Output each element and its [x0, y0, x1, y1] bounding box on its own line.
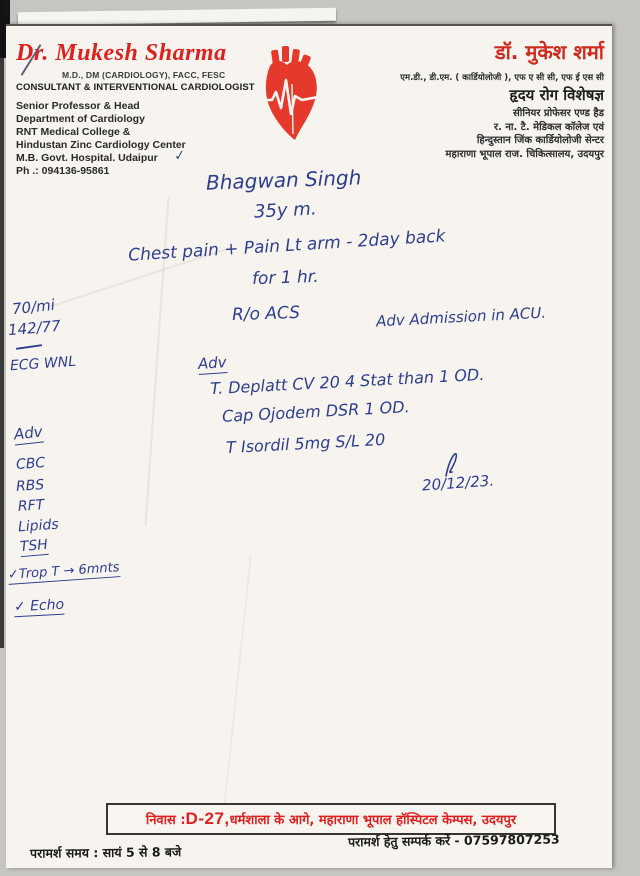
- admission-advice: Adv Admission in ACU.: [375, 303, 547, 331]
- test-tsh: TSH: [19, 536, 49, 556]
- test-troponin: ✓Trop T → 6mnts: [7, 560, 120, 583]
- doctor-name-hindi: डॉ. मुकेश शर्मा: [494, 40, 604, 64]
- phone-number: Ph .: 094136-95861: [16, 165, 110, 177]
- doctor-name-english: Dr. Mukesh Sharma: [16, 40, 227, 66]
- complaint-duration: for 1 hr.: [251, 266, 319, 290]
- center-line: Hindustan Zinc Cardiology Center: [16, 139, 186, 151]
- doctor-title: CONSULTANT & INTERVENTIONAL CARDIOLOGIST: [16, 82, 255, 93]
- underlying-page-edge: [18, 8, 336, 25]
- margin-advice-label: Adv: [13, 422, 44, 444]
- header-left: [16, 40, 276, 178]
- test-cbc: CBC: [15, 455, 46, 473]
- patient-name: Bhagwan Singh: [205, 165, 362, 195]
- center-line-hindi: हिन्दुस्तान जिंक कार्डियोलोजी सेन्टर: [476, 135, 604, 146]
- pen-stroke: [16, 344, 42, 350]
- prescription-paper: [6, 24, 612, 868]
- residence-house-number: D-27,: [185, 809, 230, 828]
- residence-label: निवास :: [145, 813, 186, 828]
- ecg-note: ECG WNL: [9, 353, 77, 375]
- pulse-note: 70/mi: [11, 295, 56, 319]
- specialty-hindi: हृदय रोग विशेषज्ञ: [509, 86, 604, 104]
- residence-address-box: [106, 803, 556, 835]
- scan-left-edge-shadow: [0, 0, 4, 648]
- prescription-date: 20/12/23.: [421, 471, 495, 495]
- doctor-qualifications-hindi: एम.डी., डी.एम. ( कार्डियोलोजी ), एफ ए सी सी, एफ ई एस सी: [400, 73, 604, 83]
- paper-crease: [222, 557, 251, 816]
- test-echo: ✓ Echo: [13, 596, 65, 616]
- college-line: RNT Medical College &: [16, 126, 131, 138]
- test-lipids: Lipids: [17, 516, 60, 536]
- designation-line: Senior Professor & Head: [16, 100, 140, 112]
- department-line: Department of Cardiology: [16, 113, 145, 125]
- test-rbs: RBS: [15, 477, 45, 495]
- college-line-hindi: र. ना. टै. मेडिकल कॉलेज एवं: [493, 121, 604, 133]
- consultation-timing: परामर्श समय : सायं 5 से 8 बजे: [29, 844, 182, 861]
- complaint-line: Chest pain + Pain Lt arm - 2day back: [127, 226, 447, 266]
- header-right: [294, 38, 604, 161]
- pen-check-mark: ✓: [172, 146, 187, 164]
- hospital-line: M.B. Govt. Hospital. Udaipur: [16, 152, 158, 164]
- advice-label: Adv: [197, 353, 228, 373]
- medicine-3: T Isordil 5mg S/L 20: [225, 429, 386, 458]
- doctor-qualifications: M.D., DM (CARDIOLOGY), FACC, FESC: [62, 70, 226, 80]
- consultation-contact-number: परामर्श हेतु सम्पर्क करें - 07597807253: [348, 831, 561, 850]
- hospital-line-hindi: महाराणा भूपाल राज. चिकित्सालय, उदयपुर: [445, 148, 604, 160]
- residence-address: धर्मशाला के आगे, महाराणा भूपाल हॉस्पिटल केम्पस, उदयपुर: [229, 813, 517, 828]
- medicine-2: Cap Ojodem DSR 1 OD.: [221, 397, 411, 426]
- designation-line-hindi: सीनियर प्रोफेसर एण्ड हैड: [513, 108, 604, 119]
- patient-age-sex: 35y m.: [253, 198, 318, 223]
- bp-note: 142/77: [7, 316, 62, 340]
- medicine-1: T. Deplatt CV 20 4 Stat than 1 OD.: [209, 364, 485, 399]
- test-rft: RFT: [17, 497, 45, 515]
- provisional-diagnosis: R/o ACS: [231, 302, 301, 326]
